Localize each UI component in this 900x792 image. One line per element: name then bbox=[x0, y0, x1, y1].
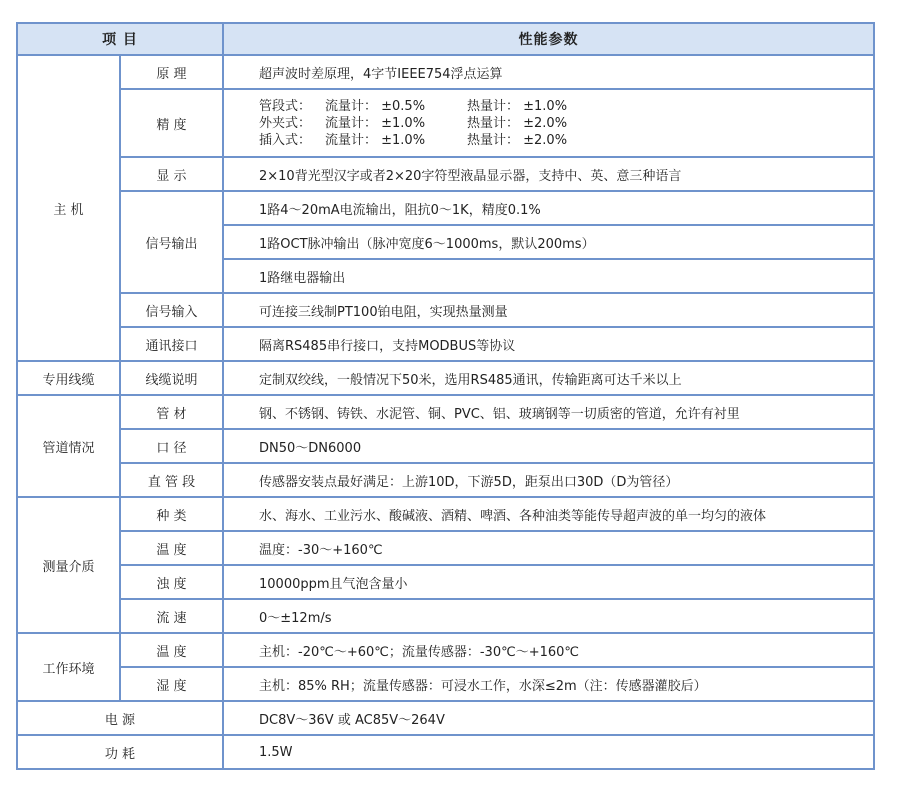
table-row bbox=[17, 701, 874, 735]
table-row bbox=[17, 667, 874, 701]
category-pipe: 管道情况 bbox=[17, 395, 120, 497]
label-medium-temp: 温 度 bbox=[120, 531, 223, 565]
value-turbidity: 10000ppm且气泡含量小 bbox=[223, 565, 874, 599]
label-diameter: 口 径 bbox=[120, 429, 223, 463]
category-medium: 测量介质 bbox=[17, 497, 120, 633]
value-signal-output-2: 1路OCT脉冲输出（脉冲宽度6～1000ms，默认200ms） bbox=[223, 225, 874, 259]
header-param: 性能参数 bbox=[223, 23, 874, 55]
accuracy-line: 管段式： 流量计： ±0.5% 热量计： ±1.0% bbox=[259, 98, 568, 114]
category-host: 主 机 bbox=[17, 55, 120, 361]
header-item: 项 目 bbox=[17, 23, 223, 55]
accuracy-line: 外夹式： 流量计： ±1.0% 热量计： ±2.0% bbox=[259, 115, 568, 131]
spec-table-wrapper bbox=[16, 22, 875, 770]
value-signal-input: 可连接三线制PT100铂电阻，实现热量测量 bbox=[223, 293, 874, 327]
table-row bbox=[17, 735, 874, 769]
label-signal-output: 信号输出 bbox=[120, 191, 223, 293]
label-consumption: 功 耗 bbox=[17, 735, 223, 769]
value-kind: 水、海水、工业污水、酸碱液、酒精、啤酒、各种油类等能传导超声波的单一均匀的液体 bbox=[223, 497, 874, 531]
label-humidity: 湿 度 bbox=[120, 667, 223, 701]
label-straight: 直 管 段 bbox=[120, 463, 223, 497]
label-accuracy: 精 度 bbox=[120, 89, 223, 157]
table-row bbox=[17, 395, 874, 429]
label-display: 显 示 bbox=[120, 157, 223, 191]
value-material: 钢、不锈钢、铸铁、水泥管、铜、PVC、铝、玻璃钢等一切质密的管道，允许有衬里 bbox=[223, 395, 874, 429]
table-row bbox=[17, 157, 874, 191]
label-kind: 种 类 bbox=[120, 497, 223, 531]
label-signal-input: 信号输入 bbox=[120, 293, 223, 327]
value-velocity: 0～±12m/s bbox=[223, 599, 874, 633]
table-row bbox=[17, 327, 874, 361]
label-material: 管 材 bbox=[120, 395, 223, 429]
header-row bbox=[17, 23, 874, 55]
category-environment: 工作环境 bbox=[17, 633, 120, 701]
label-velocity: 流 速 bbox=[120, 599, 223, 633]
value-humidity: 主机：85% RH；流量传感器：可浸水工作，水深≤2m（注：传感器灌胶后） bbox=[223, 667, 874, 701]
value-signal-output-3: 1路继电器输出 bbox=[223, 259, 874, 293]
value-medium-temp: 温度：-30～+160℃ bbox=[223, 531, 874, 565]
table-row bbox=[17, 429, 874, 463]
value-power: DC8V～36V 或 AC85V～264V bbox=[223, 701, 874, 735]
value-comm: 隔离RS485串行接口，支持MODBUS等协议 bbox=[223, 327, 874, 361]
spec-table bbox=[16, 22, 875, 770]
label-turbidity: 浊 度 bbox=[120, 565, 223, 599]
table-row bbox=[17, 293, 874, 327]
value-accuracy bbox=[223, 89, 874, 157]
value-cable: 定制双绞线，一般情况下50米，选用RS485通讯，传输距离可达千米以上 bbox=[223, 361, 874, 395]
label-env-temp: 温 度 bbox=[120, 633, 223, 667]
label-comm: 通讯接口 bbox=[120, 327, 223, 361]
table-row bbox=[17, 361, 874, 395]
value-display: 2×10背光型汉字或者2×20字符型液晶显示器，支持中、英、意三种语言 bbox=[223, 157, 874, 191]
table-row bbox=[17, 599, 874, 633]
label-principle: 原 理 bbox=[120, 55, 223, 89]
table-row bbox=[17, 89, 874, 157]
table-row bbox=[17, 565, 874, 599]
value-straight: 传感器安装点最好满足：上游10D，下游5D，距泵出口30D（D为管径） bbox=[223, 463, 874, 497]
table-row bbox=[17, 497, 874, 531]
value-principle: 超声波时差原理，4字节IEEE754浮点运算 bbox=[223, 55, 874, 89]
table-row bbox=[17, 463, 874, 497]
value-consumption: 1.5W bbox=[223, 735, 874, 769]
table-row bbox=[17, 633, 874, 667]
value-signal-output-1: 1路4～20mA电流输出，阻抗0～1K，精度0.1% bbox=[223, 191, 874, 225]
label-power: 电 源 bbox=[17, 701, 223, 735]
table-row bbox=[17, 55, 874, 89]
table-row bbox=[17, 191, 874, 225]
value-env-temp: 主机：-20℃～+60℃；流量传感器：-30℃～+160℃ bbox=[223, 633, 874, 667]
value-diameter: DN50～DN6000 bbox=[223, 429, 874, 463]
label-cable: 线缆说明 bbox=[120, 361, 223, 395]
table-row bbox=[17, 531, 874, 565]
accuracy-line: 插入式： 流量计： ±1.0% 热量计： ±2.0% bbox=[259, 132, 568, 148]
category-cable: 专用线缆 bbox=[17, 361, 120, 395]
